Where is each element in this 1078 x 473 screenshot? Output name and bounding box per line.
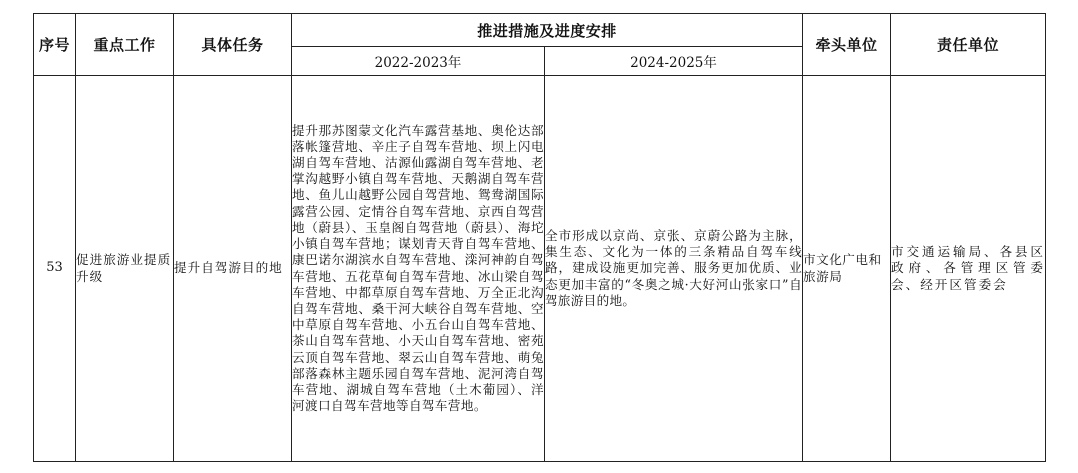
table-row — [34, 76, 1046, 462]
cell-key-work: 促进旅游业提质升级 — [76, 76, 174, 462]
header-responsible-unit: 责任单位 — [891, 14, 1046, 76]
cell-seq: 53 — [34, 76, 76, 462]
cell-measures-2024-2025: 全市形成以京尚、京张、京蔚公路为主脉，集生态、文化为一体的三条精品自驾车线路，建成设施更加完善、服务更加优质、业态更加丰富的“冬奥之城·大好河山张家口”自驾旅游目的地。 — [545, 76, 803, 462]
header-key-work: 重点工作 — [76, 14, 174, 76]
header-measures: 推进措施及进度安排 — [292, 14, 803, 47]
header-specific-task: 具体任务 — [174, 14, 292, 76]
cell-specific-task: 提升自驾游目的地 — [174, 76, 292, 462]
cell-lead-unit: 市文化广电和旅游局 — [803, 76, 891, 462]
header-seq: 序号 — [34, 14, 76, 76]
plan-table — [33, 13, 1046, 462]
header-period-2024-2025: 2024-2025年 — [545, 47, 803, 76]
cell-measures-2022-2023: 提升那苏图蒙文化汽车露营基地、奥伦达部落帐篷营地、辛庄子自驾车营地、坝上闪电湖自驾车营地、沽源仙露湖自驾车营地、老掌沟越野小镇自驾车营地、天鹅湖自驾车营地、鱼儿山越野公园自驾营地、鸳鸯湖国际露营公园、定情谷自驾车营地、京西自驾营地（蔚县）、玉皇阁自驾营地（蔚县）、海坨小镇自驾车营地；谋划青天背自驾车营地、康巴诺尔湖滨水自驾车营地、滦河神韵自驾车营地、五花草甸自驾车营地、冰山梁自驾车营地、中都草原自驾车营地、万全正北沟自驾车营地、桑干河大峡谷自驾车营地、空中草原自驾车营地、小五台山自驾车营地、茶山自驾车营地、小天山自驾车营地、密苑云顶自驾车营地、翠云山自驾车营地、萌兔部落森林主题乐园自驾车营地、泥河湾自驾车营地、湖城自驾车营地（土木葡园）、洋河渡口自驾车营地等自驾车营地。 — [292, 76, 545, 462]
header-lead-unit: 牵头单位 — [803, 14, 891, 76]
header-period-2022-2023: 2022-2023年 — [292, 47, 545, 76]
cell-responsible-unit: 市交通运输局、各县区政府、各管理区管委会、经开区管委会 — [891, 76, 1046, 462]
header-row — [34, 14, 1046, 47]
